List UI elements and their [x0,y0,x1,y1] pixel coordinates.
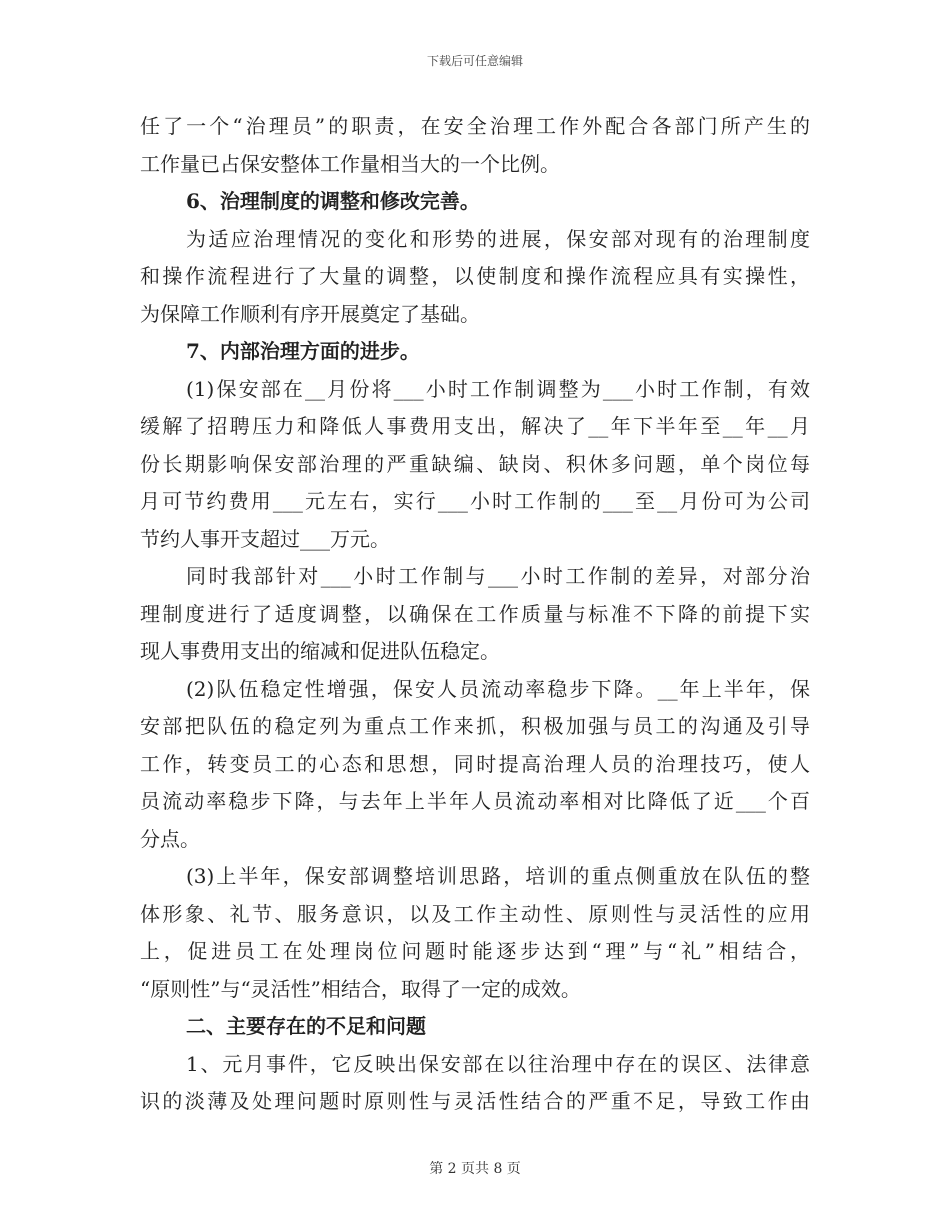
paragraph-line: 为适应治理情况的变化和形势的进展，保安部对现有的治理制度 [186,226,810,251]
paragraph-line: (1)保安部在__月份将___小时工作制调整为___小时工作制，有效 [186,376,810,401]
paragraph-line: 体形象、礼节、服务意识，以及工作主动性、原则性与灵活性的应用 [140,901,810,926]
paragraph-line: 现人事费用支出的缩减和促进队伍稳定。 [140,639,500,663]
document-body [140,108,810,1121]
paragraph-line: 员流动率稳步下降，与去年上半年人员流动率相对比降低了近___个百 [140,789,810,813]
page-footer: 第 2 页共 8 页 [429,1161,521,1177]
paragraph-line: 工作量已占保安整体工作量相当大的一个比例。 [140,151,560,176]
section-heading: 6、治理制度的调整和修改完善。 [186,189,480,213]
page-header: 下载后可任意编辑 [426,54,523,68]
paragraph-line: 月可节约费用___元左右，实行___小时工作制的___至__月份可为公司 [140,489,810,513]
paragraph-line: 分点。 [140,826,200,851]
paragraph-line: 节约人事开支超过___万元。 [140,526,390,551]
paragraph-line: 安部把队伍的稳定列为重点工作来抓，积极加强与员工的沟通及引导 [140,714,810,738]
paragraph-line: (2)队伍稳定性增强，保安人员流动率稳步下降。__年上半年，保 [186,676,810,701]
paragraph-line: 理制度进行了适度调整，以确保在工作质量与标准不下降的前提下实 [140,601,810,626]
paragraph-line: (3)上半年，保安部调整培训思路，培训的重点侧重放在队伍的整 [186,864,810,888]
paragraph-line: 识的淡薄及处理问题时原则性与灵活性结合的严重不足，导致工作由 [140,1089,810,1113]
section-heading: 二、主要存在的不足和问题 [186,1014,426,1038]
paragraph-line: 同时我部针对___小时工作制与___小时工作制的差异，对部分治 [186,564,810,588]
paragraph-line: 1、元月事件，它反映出保安部在以往治理中存在的误区、法律意 [186,1051,810,1076]
paragraph-line: 份长期影响保安部治理的严重缺编、缺岗、积休多问题，单个岗位每 [140,451,810,476]
paragraph-line: “原则性”与“灵活性”相结合，取得了一定的成效。 [140,976,581,1001]
paragraph-line: 和操作流程进行了大量的调整，以使制度和操作流程应具有实操性， [140,264,810,288]
section-heading: 7、内部治理方面的进步。 [186,339,420,363]
paragraph-line: 任了一个“治理员”的职责，在安全治理工作外配合各部门所产生的 [140,114,810,138]
paragraph-line: 工作，转变员工的心态和思想，同时提高治理人员的治理技巧，使人 [140,751,810,776]
paragraph-line: 上，促进员工在处理岗位问题时能逐步达到“理”与“礼”相结合， [140,939,810,963]
paragraph-line: 为保障工作顺利有序开展奠定了基础。 [140,301,480,326]
paragraph-line: 缓解了招聘压力和降低人事费用支出，解决了__年下半年至__年__月 [140,414,810,438]
